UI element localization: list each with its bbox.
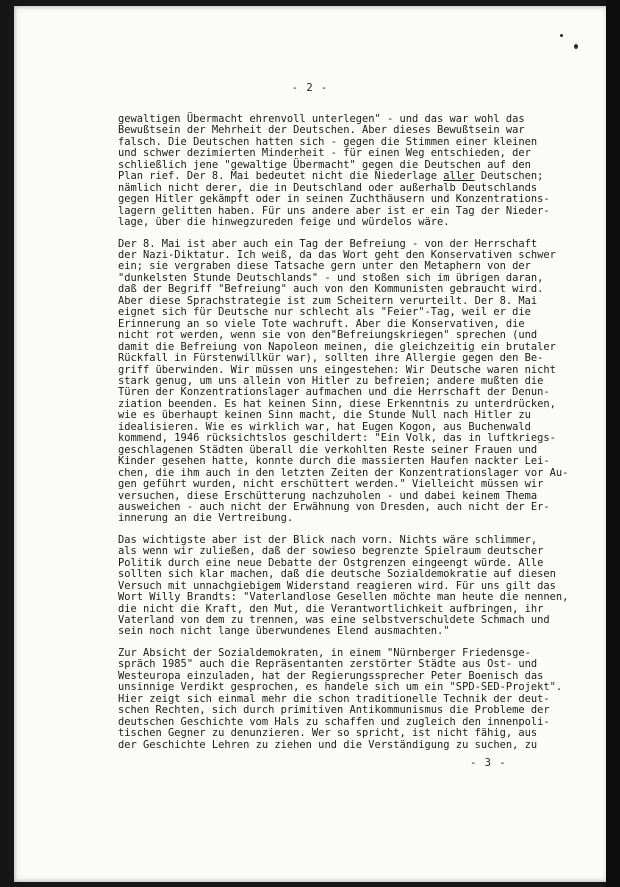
text-line: gegen Hitler gekämpft oder in seinen Zuchthäusern und Konzentrations- xyxy=(118,193,550,206)
text-line: nicht rot werden, wenn sie von den"Befreiungskriegen" sprechen (und xyxy=(118,329,538,342)
text-line: eignet sich für Deutsche nur schlecht als "Feier"-Tag, weil er die xyxy=(118,306,531,319)
scan-edge xyxy=(606,0,620,887)
text-line: Zur Absicht der Sozialdemokraten, in einem "Nürnberger Friedensge- xyxy=(118,646,531,659)
scan-speck xyxy=(574,44,578,49)
text-line: gen geführt wurden, nicht erschüttert werden." Vielleicht müssen wir xyxy=(118,478,544,491)
paragraph xyxy=(118,114,562,229)
text-line: deutschen Geschichte vom Hals zu schaffen und zugleich den innenpoli- xyxy=(118,715,550,728)
text-line: Versuch mit unnachgiebigem Widerstand reagieren wird. Für uns gilt das xyxy=(118,579,556,592)
text-line: nämlich nicht derer, die in Deutschland oder außerhalb Deutschlands xyxy=(118,181,538,194)
text-line: geschlagenen Städten überall die verkohlten Reste seiner Frauen und xyxy=(118,443,538,456)
text-line: kommend, 1946 rücksichtslos geschildert: "Ein Volk, das in luftkriegs- xyxy=(118,432,556,445)
text-line: wie es überhaupt keinen Sinn macht, die Stunde Null nach Hitler zu xyxy=(118,409,531,422)
scan-speck xyxy=(560,34,563,37)
text-line: lage, über die hinwegzureden feige und würdelos wäre. xyxy=(118,216,450,229)
text-line: daß der Begriff "Befreiung" auch von den Kommunisten gebraucht wird. xyxy=(118,283,544,296)
text-line: spräch 1985" auch die Repräsentanten zerstörter Städte aus Ost- und xyxy=(118,658,538,671)
text-line: ziation beenden. Es hat keinen Sinn, diese Erkenntnis zu unterdrücken, xyxy=(118,397,556,410)
next-page-number: - 3 - xyxy=(470,757,507,769)
text-line: Das wichtigste aber ist der Blick nach vorn. Nichts wäre schlimmer, xyxy=(118,533,538,546)
text-line: ein; sie vergraben diese Tatsache gern unter den Metaphern von der xyxy=(118,260,531,273)
text-line: Wort Willy Brandts: "Vaterlandlose Gesellen möchte man heute die nennen, xyxy=(118,591,569,604)
text-line: der Nazi-Diktatur. Ich weiß, da das Wort geht den Konservativen schwer xyxy=(118,248,556,261)
text-line: unsinnige Verdikt gesprochen, es handele sich um ein "SPD-SED-Projekt". xyxy=(118,681,563,694)
text-line: Erinnerung an so viele Tote wachruft. Aber die Konservativen, die xyxy=(118,317,525,330)
paragraph xyxy=(118,648,562,751)
text-line: die nicht die Kraft, den Mut, die Verantwortlichkeit aufbringen, ihr xyxy=(118,602,544,615)
text-line: lagern gelitten haben. Für uns andere aber ist er ein Tag der Nieder- xyxy=(118,204,550,217)
text-line: Türen der Konzentrationslager aufmachen und die Herrschaft der Denun- xyxy=(118,386,550,399)
paragraph xyxy=(118,237,569,525)
text-line: "dunkelsten Stunde Deutschlands" - und stoßen sich im übrigen daran, xyxy=(118,271,544,284)
text-line: Rückfall in Fürstenwillkür war), sollten ihre Allergie gegen den Be- xyxy=(118,352,544,365)
text-line: schließlich jene "gewaltige Übermacht" gegen die Deutschen auf den xyxy=(118,158,531,171)
text-line: innerung an die Vertreibung. xyxy=(118,512,294,525)
text-line: Der 8. Mai ist aber auch ein Tag der Befreiung - von der Herrschaft xyxy=(118,237,538,250)
text-line: Hier zeigt sich einmal mehr die schon traditionelle Technik der deut- xyxy=(118,692,550,705)
document-body xyxy=(118,113,569,761)
text-line: Aber diese Sprachstrategie ist zum Scheitern verurteilt. Der 8. Mai xyxy=(118,294,538,307)
text-line: sein noch nicht lange überwundenes Elend ausmachten." xyxy=(118,625,450,638)
text-line: Plan rief. Der 8. Mai bedeutet nicht die Niederlage aller Deutschen; xyxy=(118,170,544,183)
text-line: Kinder gesehen hatte, konnte durch die massierten Haufen nackter Lei- xyxy=(118,455,550,468)
text-line: ausweichen - auch nicht der Erwähnung von Dresden, auch nicht der Er- xyxy=(118,500,550,513)
paragraph xyxy=(118,533,569,638)
page-number: - 2 - xyxy=(291,82,329,94)
text-line: sollten sich klar machen, daß die deutsche Sozialdemokratie auf diesen xyxy=(118,568,556,581)
text-line: versuchen, diese Erschütterung nachzuholen - und dabei keinem Thema xyxy=(118,489,538,502)
text-line: idealisieren. Wie es wirklich war, hat Eugen Kogon, aus Buchenwald xyxy=(118,420,531,433)
text-line: tischen Gegner zu denunzieren. Wer so spricht, ist nicht fähig, aus xyxy=(118,727,538,740)
text-line: der Geschichte Lehren zu ziehen und die Verständigung zu suchen, zu xyxy=(118,738,538,751)
text-line: falsch. Die Deutschen hatten sich - gegen die Stimmen einer kleinen xyxy=(118,135,538,148)
text-line: Bewußtsein der Mehrheit der Deutschen. Aber dieses Bewußtsein war xyxy=(118,124,525,137)
text-line: und schwer dezimierten Minderheit - für einen Weg entschieden, der xyxy=(118,147,531,160)
text-line: chen, die ihm auch in den letzten Zeiten der Konzentrationslager vor Au- xyxy=(118,466,569,479)
text-line: schen Rechten, sich durch primitiven Antikommunismus die Probleme der xyxy=(118,704,550,717)
text-line: Westeuropa einzuladen, hat der Regierungssprecher Peter Boenisch das xyxy=(118,669,544,682)
text-line: griff überwinden. Wir müssen uns eingestehen: Wir Deutsche waren nicht xyxy=(118,363,556,376)
text-line: als wenn wir zuließen, daß der sowieso begrenzte Spielraum deutscher xyxy=(118,545,544,558)
text-line: stark genug, um uns allein von Hitler zu befreien; andere mußten die xyxy=(118,374,544,387)
text-line: damit die Befreiung von Napoleon meinen, die gleichzeitig ein brutaler xyxy=(118,340,556,353)
text-line: Politik durch eine neue Debatte der Ostgrenzen eingeengt würde. Alle xyxy=(118,556,544,569)
text-line: Vaterland von dem zu trennen, was eine selbstverschuldete Schmach und xyxy=(118,614,550,627)
underlined-word: aller xyxy=(443,170,475,183)
text-line: gewaltigen Übermacht ehrenvoll unterlegen" - und das war wohl das xyxy=(118,113,525,125)
